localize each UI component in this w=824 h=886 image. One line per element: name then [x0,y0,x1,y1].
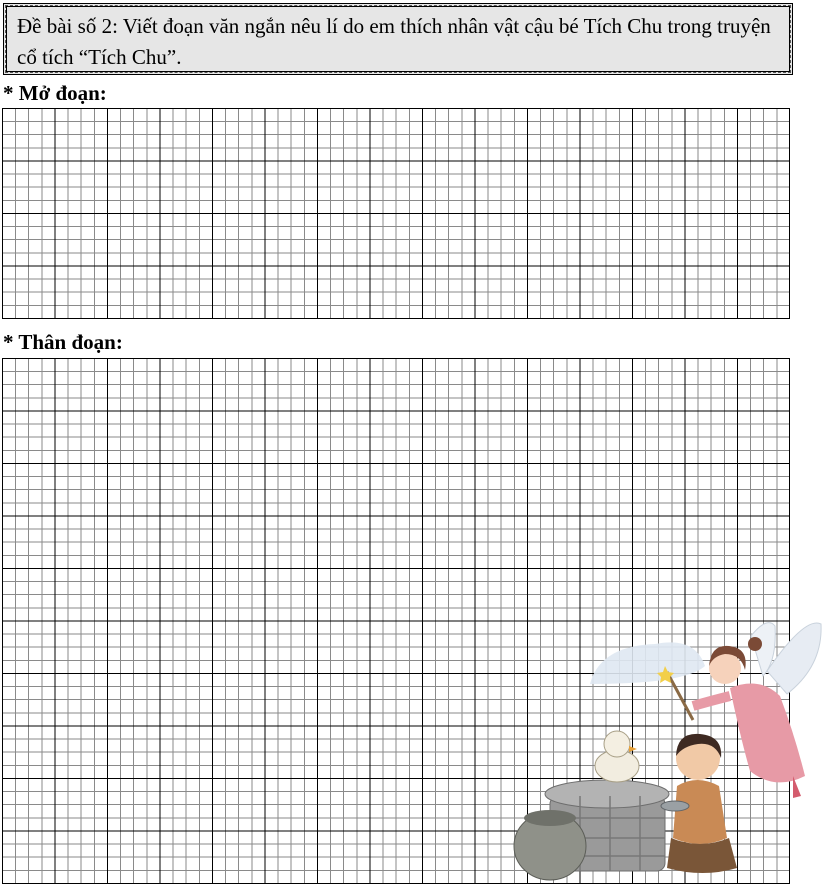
fairy-arm [693,696,730,706]
well-rim [545,780,669,808]
assignment-prompt [3,3,793,75]
wand [667,672,693,720]
prompt-text: Đề bài số 2: Viết đoạn văn ngắn nêu lí do em thích nhân vật cậu bé Tích Chu trong truyện cổ tích “Tích Chu”. [17,14,771,69]
fairy-dress [730,684,805,783]
boy-shirt [673,780,727,844]
opening-section-label: * Mở đoạn: [3,81,107,105]
opening-writing-grid[interactable] [2,108,790,319]
body-section-label: * Thân đoạn: [3,330,123,354]
cloud-shape [590,642,705,684]
bowl [661,801,689,811]
bird-head [604,731,630,757]
fairy-tale-illustration [505,606,824,886]
